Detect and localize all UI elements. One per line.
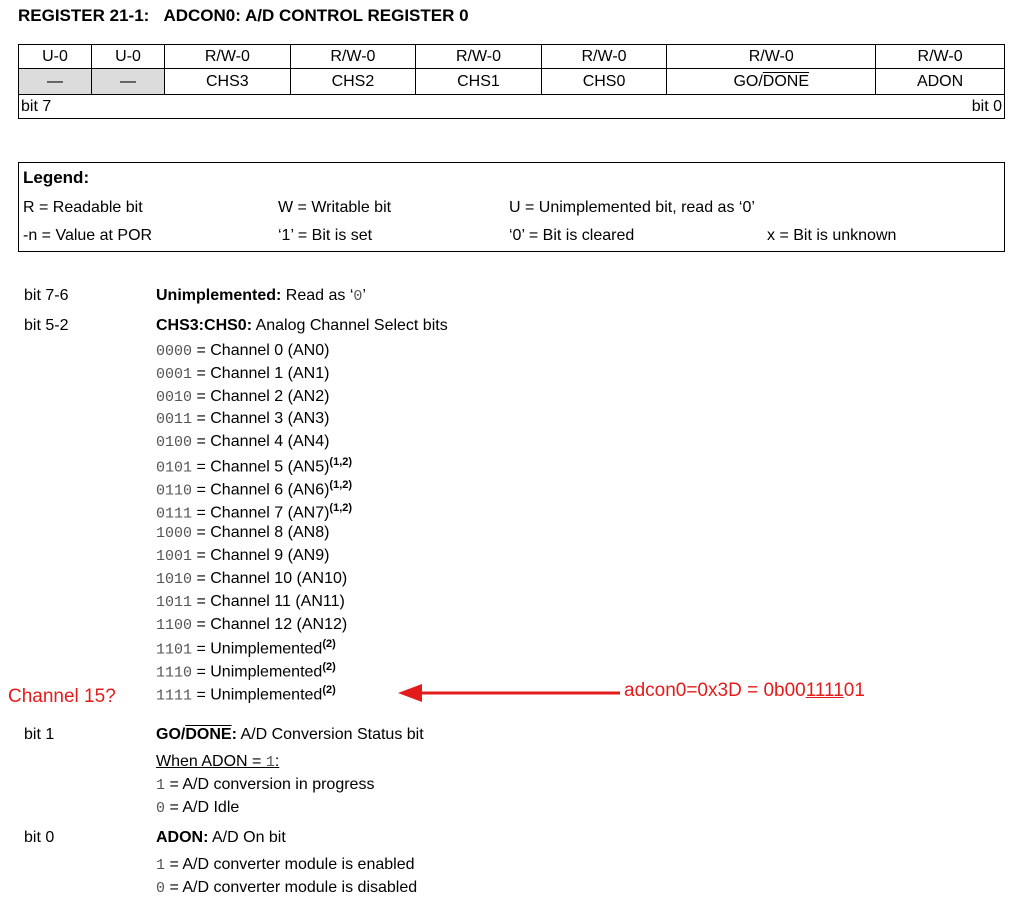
- channel-text: = Unimplemented: [192, 686, 323, 704]
- text: = A/D converter module is disabled: [165, 879, 418, 896]
- channel-code: 0001: [156, 366, 193, 383]
- legend-title: Legend:: [23, 168, 90, 187]
- channel-text: = Channel 3 (AN3): [192, 410, 330, 427]
- channel-row: [156, 684, 336, 704]
- bit-high-label: bit 7: [21, 97, 52, 115]
- channel-text: = Channel 12 (AN12): [192, 616, 348, 633]
- channel-code: 0000: [156, 343, 193, 360]
- channel-text: = Unimplemented: [192, 640, 323, 658]
- code: 1: [156, 857, 166, 874]
- bit-name-cell-go-done: [667, 69, 876, 95]
- channel-row: [156, 570, 347, 588]
- bit-name-cell: —: [19, 69, 92, 95]
- bit52-name: CHS3:CHS0:: [156, 317, 253, 334]
- channel-code: 0100: [156, 434, 193, 451]
- bit1-line1: [156, 776, 374, 794]
- text: = A/D Idle: [165, 799, 240, 816]
- channel-code: 0010: [156, 389, 193, 406]
- channel-row: [156, 547, 329, 565]
- channel-row: [156, 661, 336, 681]
- bit-low-label: bit 0: [971, 97, 1002, 115]
- channel-code: 1011: [156, 594, 193, 611]
- channel-row: [156, 616, 347, 634]
- channel-row: [156, 479, 352, 499]
- channel-text: = Channel 4 (AN4): [192, 433, 330, 450]
- go-name: GO/: [156, 726, 186, 743]
- channel-row: [156, 524, 329, 542]
- bit0-desc: [156, 829, 286, 847]
- bit1-label: bit 1: [24, 726, 55, 743]
- channel-code: 0110: [156, 482, 193, 500]
- colon: :: [231, 726, 237, 743]
- bit1-when: [156, 753, 279, 771]
- channel-text: = Channel 0 (AN0): [192, 342, 330, 359]
- channel-code: 1110: [156, 664, 193, 682]
- bit76-code: 0: [353, 288, 363, 305]
- channel-code: 0111: [156, 505, 193, 523]
- when-underline: [156, 753, 279, 770]
- legend-unimplemented: U = Unimplemented bit, read as ‘0’: [509, 199, 755, 216]
- go-label: GO/: [733, 72, 763, 90]
- bit52-desc: [156, 317, 448, 335]
- channel-code: 1001: [156, 548, 193, 565]
- annotation-channel15: Channel 15?: [8, 686, 116, 707]
- access-cell: R/W-0: [667, 45, 876, 69]
- bit1-line2: [156, 799, 239, 817]
- bit-order-row: [19, 95, 1005, 119]
- when-code: 1: [265, 754, 275, 771]
- channel-text: = Channel 8 (AN8): [192, 524, 330, 541]
- channel-text: = Channel 9 (AN9): [192, 547, 330, 564]
- bit52-text: Analog Channel Select bits: [252, 317, 448, 334]
- done-label: DONE: [762, 72, 810, 90]
- channel-footnote: (2): [322, 638, 336, 650]
- bit0-line2: [156, 879, 417, 897]
- bit76-text: Read as ‘: [281, 287, 354, 304]
- annotation-adcon0: [624, 680, 865, 702]
- channel-row: [156, 342, 329, 360]
- bit76-label: bit 7-6: [24, 287, 69, 304]
- channel-row: [156, 456, 352, 476]
- access-cell: R/W-0: [416, 45, 542, 69]
- access-cell: R/W-0: [541, 45, 667, 69]
- register-title: REGISTER 21-1: ADCON0: A/D CONTROL REGISTER 0: [18, 6, 469, 25]
- channel-row: [156, 502, 352, 522]
- done-name: DONE: [185, 726, 232, 743]
- bit1-name: [156, 726, 237, 743]
- channel-footnote: (1,2): [329, 502, 353, 514]
- bit0-text: A/D On bit: [208, 829, 286, 846]
- channel-code: 1000: [156, 525, 193, 542]
- channel-text: = Channel 2 (AN2): [192, 388, 330, 405]
- access-cell: U-0: [19, 45, 92, 69]
- channel-row: [156, 410, 329, 428]
- legend-cleared: ‘0’ = Bit is cleared: [509, 227, 635, 244]
- channel-row: [156, 365, 329, 383]
- bit-name-cell: CHS1: [416, 69, 542, 95]
- channel-text: = Channel 5 (AN5): [192, 458, 330, 476]
- channel-footnote: (2): [322, 684, 336, 696]
- annotation-arrow-icon: [398, 681, 623, 705]
- channel-text: = Channel 10 (AN10): [192, 570, 348, 587]
- when-text: When ADON =: [156, 753, 266, 770]
- channel-code: 0011: [156, 411, 193, 428]
- channel-code: 1101: [156, 641, 193, 659]
- channel-row: [156, 388, 329, 406]
- channel-text: = Channel 1 (AN1): [192, 365, 330, 382]
- code: 0: [156, 800, 166, 817]
- code: 1: [156, 777, 166, 794]
- bit1-desc: [156, 726, 424, 744]
- bit0-label: bit 0: [24, 829, 55, 846]
- legend-box: [18, 162, 1005, 252]
- channel-text: = Unimplemented: [192, 663, 323, 681]
- channel-row: [156, 433, 329, 451]
- access-cell: U-0: [92, 45, 165, 69]
- channel-row: [156, 593, 345, 611]
- anno-prefix: adcon0=0x3D = 0b00: [624, 680, 806, 701]
- legend-readable: R = Readable bit: [23, 199, 143, 216]
- bit52-label: bit 5-2: [24, 317, 69, 334]
- bit-name-cell: CHS2: [290, 69, 416, 95]
- anno-suffix: 01: [843, 680, 865, 701]
- channel-footnote: (1,2): [329, 479, 353, 491]
- when-end: :: [274, 753, 280, 770]
- bit76-desc: [156, 287, 366, 305]
- channel-text: = Channel 7 (AN7): [192, 504, 330, 522]
- anno-underlined: 1111: [805, 680, 844, 701]
- bit76-end: ’: [362, 287, 366, 304]
- register-table: [18, 44, 1005, 119]
- bit-name-cell: CHS0: [541, 69, 667, 95]
- code: 0: [156, 880, 166, 897]
- channel-text: = Channel 11 (AN11): [192, 593, 345, 610]
- channel-code: 1100: [156, 617, 193, 634]
- legend-unknown: x = Bit is unknown: [767, 227, 897, 244]
- channel-row: [156, 638, 336, 658]
- access-cell: R/W-0: [165, 45, 291, 69]
- channel-code: 0101: [156, 459, 193, 477]
- bit1-text: A/D Conversion Status bit: [236, 726, 424, 743]
- access-cell: R/W-0: [876, 45, 1005, 69]
- bit0-name: ADON:: [156, 829, 209, 846]
- channel-text: = Channel 6 (AN6): [192, 481, 330, 499]
- bit-name-cell: ADON: [876, 69, 1005, 95]
- bit0-line1: [156, 856, 415, 874]
- channel-footnote: (1,2): [329, 456, 353, 468]
- bit-name-cell: —: [92, 69, 165, 95]
- legend-writable: W = Writable bit: [278, 199, 392, 216]
- text: = A/D converter module is enabled: [165, 856, 415, 873]
- bit76-name: Unimplemented:: [156, 287, 282, 304]
- bit-name-cell: CHS3: [165, 69, 291, 95]
- text: = A/D conversion in progress: [165, 776, 375, 793]
- legend-set: ‘1’ = Bit is set: [278, 227, 373, 244]
- channel-code: 1111: [156, 687, 193, 705]
- channel-footnote: (2): [322, 661, 336, 673]
- legend-por: -n = Value at POR: [23, 227, 153, 244]
- channel-code: 1010: [156, 571, 193, 588]
- access-cell: R/W-0: [290, 45, 416, 69]
